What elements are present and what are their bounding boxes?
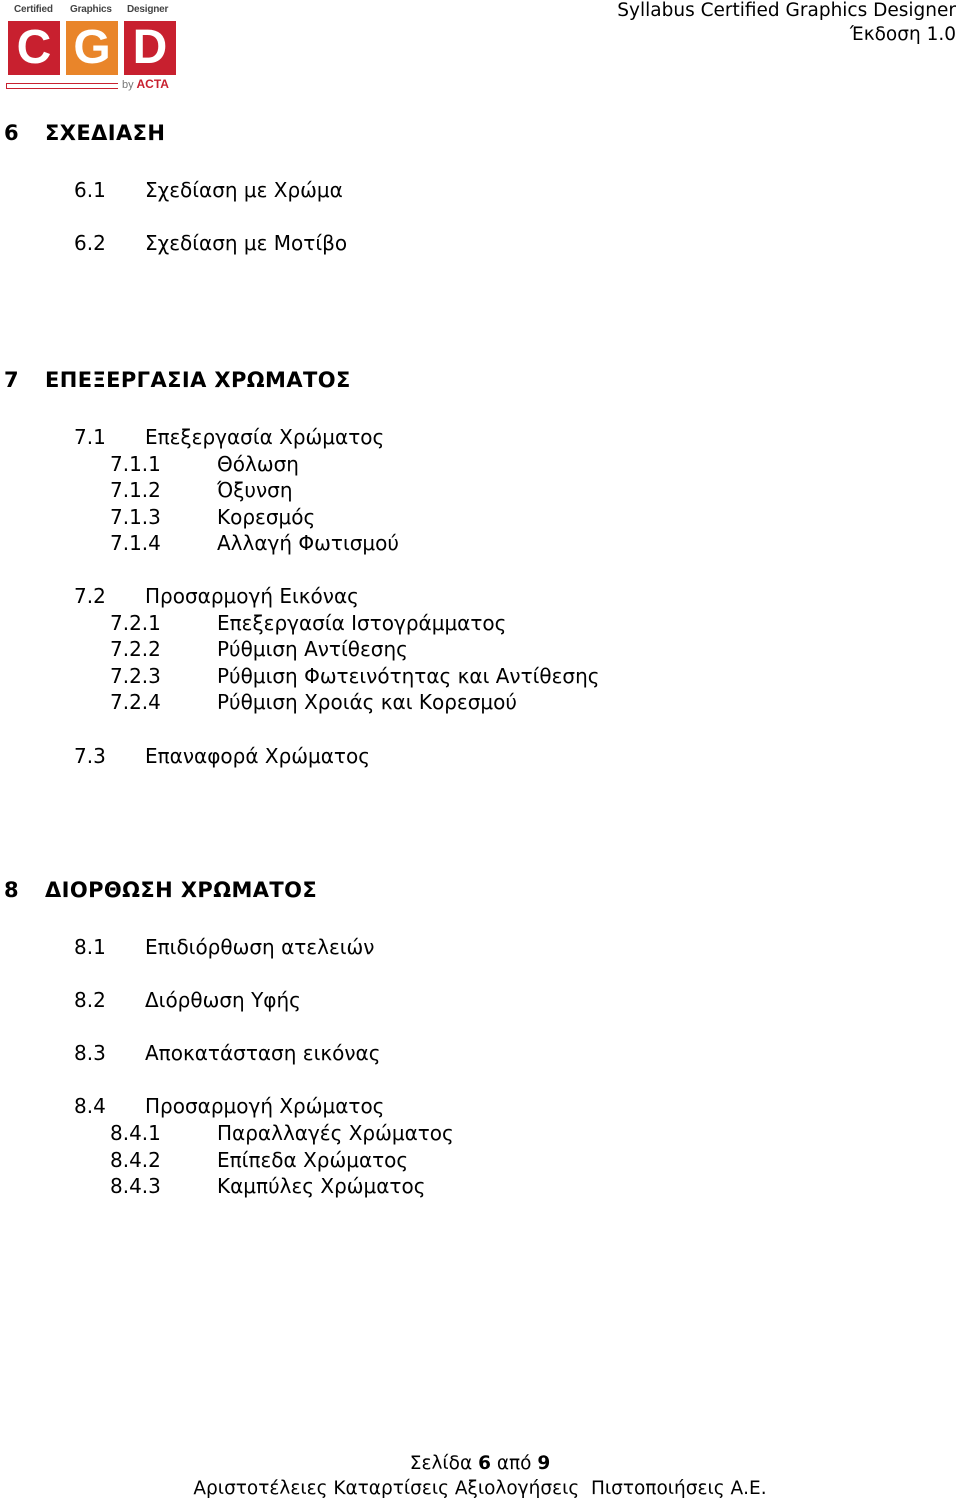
section-heading: 6 ΣΧΕΔΙΑΣΗ	[4, 121, 166, 145]
cgd-logo	[4, 3, 180, 95]
logo-underline	[6, 83, 118, 89]
header-version: Έκδοση 1.0	[849, 24, 956, 45]
logo-word-certified: Certified	[14, 4, 53, 15]
logo-letter-d: D	[124, 21, 176, 75]
toc-item: 6.2 Σχεδίαση με Μοτίβο	[74, 231, 348, 255]
logo-letter-c: C	[8, 21, 60, 75]
logo-letter-g: G	[66, 21, 118, 75]
toc-item: 7.1 Επεξεργασία Χρώματος	[74, 425, 385, 449]
toc-subitem: 7.2.3 Ρύθμιση Φωτεινότητας και Αντίθεσης	[110, 664, 600, 688]
toc-item: 7.2 Προσαρμογή Εικόνας	[74, 584, 359, 608]
toc-subitem: 7.2.4 Ρύθμιση Χροιάς και Κορεσμού	[110, 690, 517, 714]
footer-company: Αριστοτέλειες Καταρτίσεις Αξιολογήσεις Πιστοποιήσεις Α.Ε.	[193, 1478, 767, 1499]
toc-item: 8.4 Προσαρμογή Χρώματος	[74, 1094, 385, 1118]
toc-subitem: 7.2.2 Ρύθμιση Αντίθεσης	[110, 637, 408, 661]
toc-subitem: 7.1.3 Κορεσμός	[110, 505, 316, 529]
logo-word-graphics: Graphics	[70, 4, 112, 15]
toc-subitem: 8.4.2 Επίπεδα Χρώματος	[110, 1148, 409, 1172]
section-heading: 7 ΕΠΕΞΕΡΓΑΣΙΑ ΧΡΩΜΑΤΟΣ	[4, 368, 351, 392]
toc-item: 8.3 Αποκατάσταση εικόνας	[74, 1041, 381, 1065]
toc-subitem: 7.1.1 Θόλωση	[110, 452, 299, 476]
header-title: Syllabus Certified Graphics Designer	[617, 0, 956, 21]
toc-item: 8.1 Επιδιόρθωση ατελειών	[74, 935, 375, 959]
toc-subitem: 7.1.2 Όξυνση	[110, 478, 293, 502]
toc-item: 6.1 Σχεδίαση με Χρώμα	[74, 178, 343, 202]
toc-subitem: 7.1.4 Αλλαγή Φωτισμού	[110, 531, 399, 555]
logo-word-designer: Designer	[127, 4, 169, 15]
section-heading: 8 ΔΙΟΡΘΩΣΗ ΧΡΩΜΑΤΟΣ	[4, 878, 318, 902]
toc-item: 8.2 Διόρθωση Υφής	[74, 988, 301, 1012]
page-number: Σελίδα 6 από 9	[409, 1453, 551, 1474]
logo-by-acta: by ACTA	[122, 77, 169, 91]
toc-item: 7.3 Επαναφορά Χρώματος	[74, 744, 370, 768]
toc-subitem: 8.4.3 Καμπύλες Χρώματος	[110, 1174, 426, 1198]
toc-subitem: 7.2.1 Επεξεργασία Ιστογράμματος	[110, 611, 507, 635]
toc-subitem: 8.4.1 Παραλλαγές Χρώματος	[110, 1121, 454, 1145]
